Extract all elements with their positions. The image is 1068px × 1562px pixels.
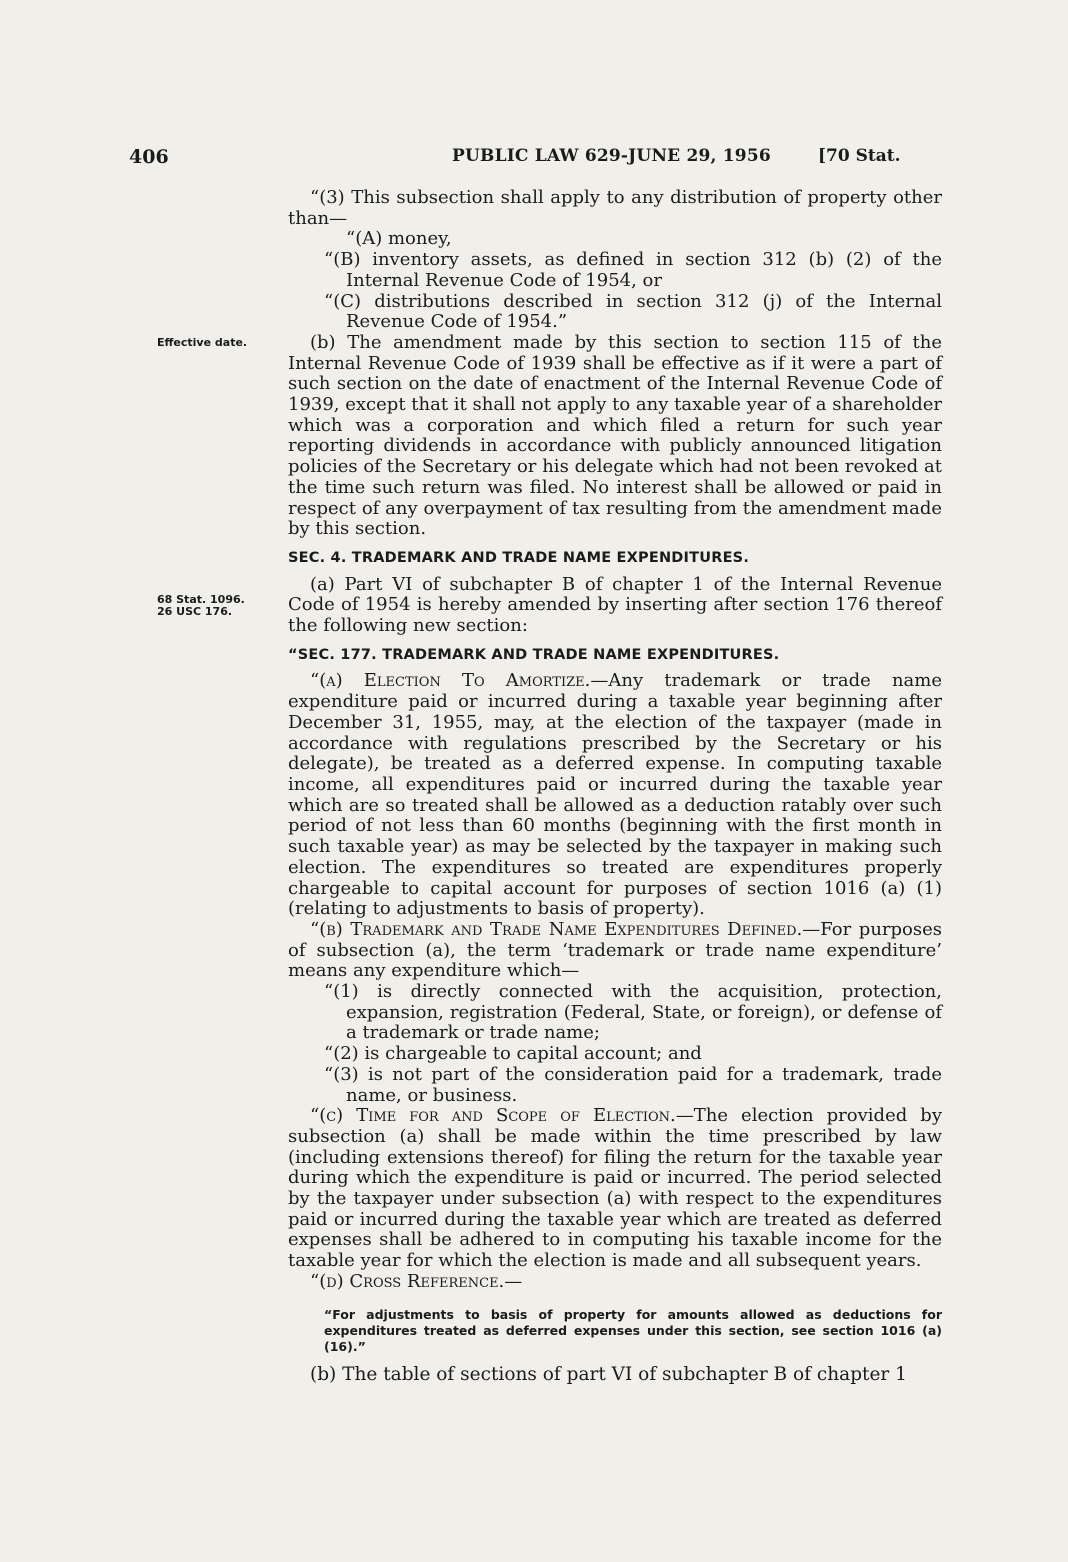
paragraph [288, 671, 942, 919]
subparagraph: “(A) money, [346, 228, 452, 250]
paragraph: “(3) This subsection shall apply to any distribution of property other than— [288, 187, 942, 229]
paragraph: (b) The table of sections of part VI of subchapter B of chapter 1 [310, 1363, 907, 1385]
subparagraph: “(C) distributions described in section 312 (j) of the Internal Revenue Code of 1954.” [324, 290, 942, 333]
paragraph-text: —Any trademark or trade name expenditure paid or incurred during a taxable year beginning after December 31, 1955, may, at the election of the taxpayer (made in accordance with regulations prescribed by the Secretary or his delegate), be treated as a deferred expense. In computing taxable income, all expenditures paid or incurred during the taxable year which are so treated shall be allowed as a deduction ratably over such period of not less than 60 months (beginning with the first month in such taxable year) as may be selected by the taxpayer in making such election. The expenditures so treated are expenditures properly chargeable to capital account for purposes of section 1016 (a) (1) (relating to adjustments to basis of property). [288, 670, 943, 920]
body-text [288, 188, 942, 1385]
page-number: 406 [129, 146, 169, 168]
paragraph: (b) The amendment made by this section to section 115 of the Internal Revenue Code of 1939 shall be effective as if it were a part of such section on the date of enactment of the Internal Revenue Code of 1939, except that it shall not apply to any taxable year of a shareholder which was a corporation and which filed a return for such year reporting dividends in accordance with publicly announced litigation policies of the Secretary or his delegate which had not been revoked at the time such return was filed. No interest shall be allowed or paid in respect of any overpayment of tax resulting from the amendment made by this section. [288, 331, 942, 540]
statute-reference: [70 Stat. [818, 146, 901, 166]
subparagraph: “(1) is directly connected with the acquisition, protection, expansion, registration (Federal, State, or foreign), or defense of a trademark or trade name; [324, 981, 942, 1044]
margin-note-usc-ref: 26 USC 176. [157, 605, 233, 618]
subparagraph: “(3) is not part of the consideration paid for a trademark, trade name, or business. [324, 1063, 942, 1106]
section-heading: “SEC. 177. TRADEMARK AND TRADE NAME EXPENDITURES. [288, 646, 780, 663]
subparagraph: “(B) inventory assets, as defined in section 312 (b) (2) of the Internal Revenue Code of 1954, or [324, 249, 942, 291]
paragraph: (a) Part VI of subchapter B of chapter 1 of the Internal Revenue Code of 1954 is hereby amended by inserting after section 176 thereof the following new section: [288, 573, 942, 637]
page-header [0, 146, 1068, 172]
paragraph-lead: “(b) Trademark and Trade Name Expenditures Defined. [310, 918, 803, 940]
cross-reference-quote: “For adjustments to basis of property for amounts allowed as deductions for expenditures treated as deferred expenses under this section, see section 1016 (a) (16).” [324, 1306, 942, 1354]
margin-note-stat-ref: 68 Stat. 1096. [157, 593, 245, 606]
section-heading: SEC. 4. TRADEMARK AND TRADE NAME EXPENDITURES. [288, 549, 750, 566]
running-title: PUBLIC LAW 629-JUNE 29, 1956 [452, 146, 771, 166]
paragraph [288, 1106, 942, 1272]
paragraph-lead: “(a) Election To Amortize. [310, 670, 591, 692]
paragraph-text: —For purposes of subsection (a), the term ‘trademark or trade name expenditure’ means any expenditure which— [288, 918, 942, 982]
paragraph-text: —The election provided by subsection (a) shall be made within the time prescribed by law (including extensions thereof) for filing the return for the taxable year during which the expenditure is paid or incurred. The period selected by the taxpayer under subsection (a) with respect to the expenditures paid or incurred during the taxable year which are treated as deferred expenses shall be adhered to in computing his taxable income for the taxable year for which the election is made and all subsequent years. [288, 1105, 942, 1272]
margin-note-effective-date: Effective date. [157, 336, 248, 349]
paragraph-lead: “(c) Time for and Scope of Election. [310, 1105, 676, 1127]
paragraph: “(d) Cross Reference.— [310, 1270, 523, 1292]
paragraph [288, 920, 942, 982]
subparagraph: “(2) is chargeable to capital account; and [324, 1043, 702, 1065]
